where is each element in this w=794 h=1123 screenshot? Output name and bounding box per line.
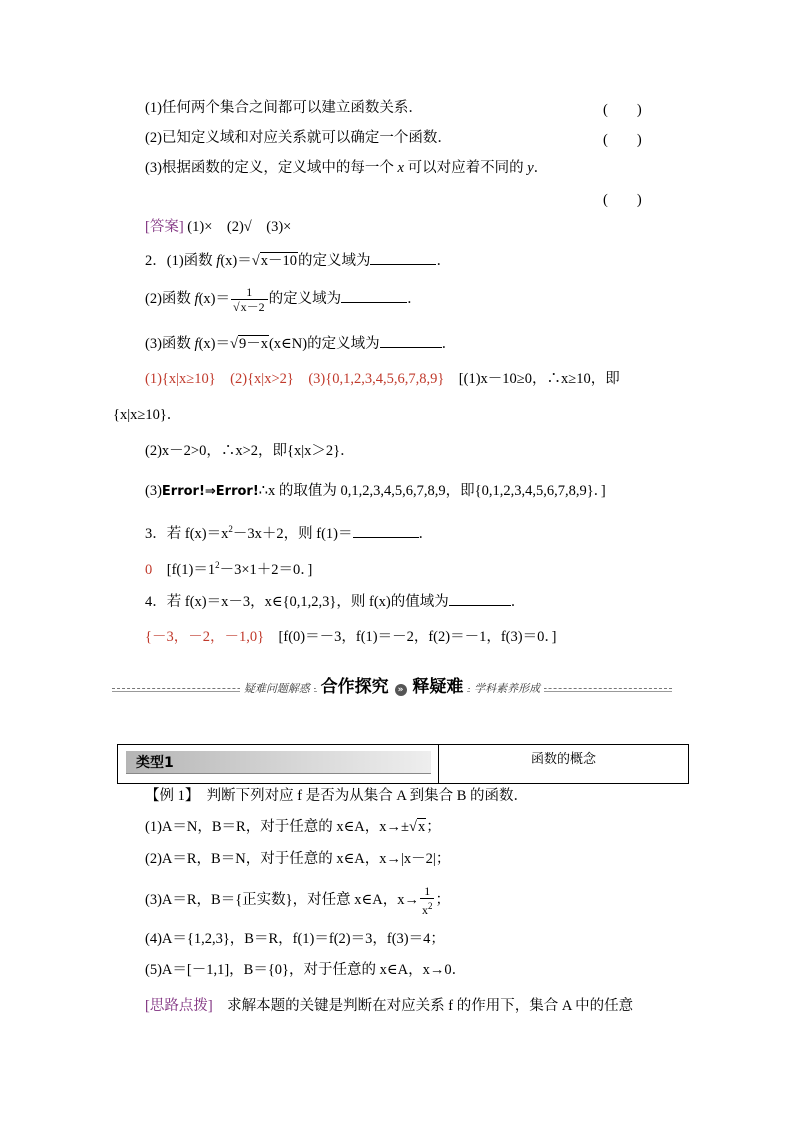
q2-answer-3: (3)Error!⇒Error!∴x 的取值为 0,1,2,3,4,5,6,7,8,9，即{0,1,2,3,4,5,6,7,8,9}．]	[145, 483, 606, 499]
q1-answer: [答案] (1)× (2)√ (3)×	[145, 219, 292, 235]
q2-answer: (1){x|x≥10} (2){x|x>2} (3){0,1,2,3,4,5,6,7,8,9} [(1)x－10≥0，∴x≥10，即	[145, 371, 620, 387]
double-arrow-icon: »	[395, 684, 407, 696]
q4-question: 4．若 f(x)＝x－3，x∈{0,1,2,3}，则 f(x)的值域为 ．	[145, 591, 525, 612]
q3-answer: 0 [$f(1)=1^2-3\times 1+2=0$．]	[145, 560, 313, 578]
answer-blank	[341, 288, 407, 303]
example-item-1: (1)A＝N，B＝R，对于任意的 x∈A，x→±√x；	[145, 819, 441, 835]
example-item-4: (4)A＝{1,2,3}，B＝R，f(1)＝f(2)＝3，f(3)＝4；	[145, 931, 445, 947]
q1-paren1: ( )	[603, 102, 642, 118]
example-heading: 【例 1】 判断下列对应 f 是否为从集合 A 到集合 B 的函数．	[145, 788, 529, 804]
type-title: 函数的概念	[530, 752, 596, 767]
section-banner	[112, 676, 672, 697]
q1-paren2: ( )	[603, 132, 642, 148]
example-item-2: (2)A＝R，B＝N，对于任意的 x∈A，x→|x－2|；	[145, 851, 451, 867]
fraction: $\frac{1}{√x-2}$	[231, 285, 268, 314]
answer-blank	[380, 333, 442, 348]
q1-paren3: ( )	[603, 192, 642, 208]
q2-item2: (2)函数 f(x)＝ $\frac{1}{√x-2}$ 的定义域为 ．	[145, 285, 422, 314]
fraction: $\frac{1}{x^2}$	[421, 884, 433, 917]
q1-item1: (1)任何两个集合之间都可以建立函数关系．	[145, 100, 423, 116]
answer-tag: [答案]	[145, 219, 184, 235]
banner-left-text: 疑难问题解惑	[240, 683, 314, 695]
q2-answer-2: (2)x－2>0，∴x>2，即{x|x＞2}．	[145, 443, 355, 459]
q4-answer: {－3，－2，－1,0} [f(0)＝－3，f(1)＝－2，f(2)＝－1，f(3)＝0．]	[145, 629, 557, 645]
q1-item2: (2)已知定义域和对应关系就可以确定一个函数．	[145, 130, 452, 146]
example-item-5: (5)A＝[－1,1]，B＝{0}，对于任意的 x∈A，x→0．	[145, 962, 467, 978]
q2-answer-cont: {x|x≥10}．	[113, 407, 182, 423]
q1-item3: (3)根据函数的定义，定义域中的每一个 x 可以对应着不同的 y．	[145, 160, 549, 176]
answer-blank	[449, 591, 511, 606]
type-header-box	[117, 744, 689, 784]
q2-item3: (3)函数 f(x)＝√9－x(x∈N)的定义域为 ．	[145, 333, 456, 354]
q2-item1: 2．(1)函数 f(x)＝√x－10的定义域为 ．	[145, 250, 451, 271]
banner-right-text: 学科素养形成	[470, 683, 544, 695]
answer-blank	[370, 250, 436, 265]
type-tag: 类型1	[126, 751, 431, 774]
hint-tag: [思路点拨]	[145, 998, 213, 1014]
banner-title: 合作探究 » 释疑难	[317, 677, 468, 697]
hint-line: [思路点拨] 求解本题的关键是判断在对应关系 f 的作用下，集合 A 中的任意	[145, 998, 634, 1014]
answer-blank	[353, 523, 419, 538]
example-item-3: (3)A＝R，B＝{正实数}，对任意 x∈A，x→ $\frac{1}{x^2}$ ；	[145, 884, 450, 917]
q3-question: 3．若 $f(x)=x^2-3x+2$，则 f(1)＝ ．	[145, 524, 433, 542]
